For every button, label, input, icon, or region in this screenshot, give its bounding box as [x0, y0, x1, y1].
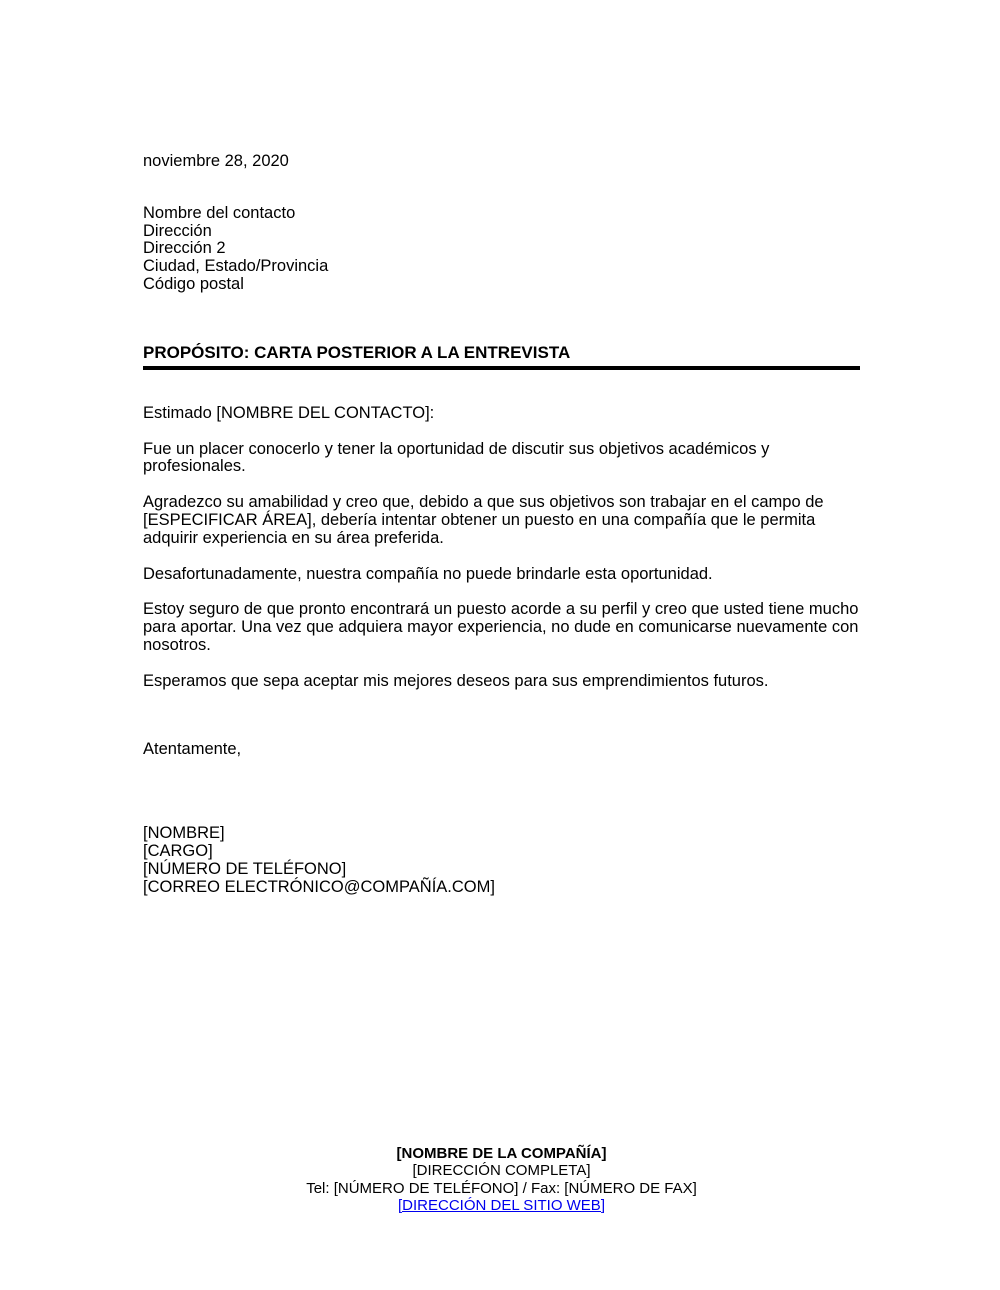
- signature-block: [143, 825, 860, 896]
- body-paragraph-4: Estoy seguro de que pronto encontrará un puesto acorde a su perfil y creo que usted tiene mucho para aportar. Una vez que adquiera mayor experiencia, no dude en comunicarse nuevamente con nosotros.: [143, 600, 859, 654]
- website-link[interactable]: [DIRECCIÓN DEL SITIO WEB]: [398, 1196, 605, 1214]
- footer-company-name: [NOMBRE DE LA COMPAÑÍA]: [396, 1145, 607, 1162]
- recipient-city-state: Ciudad, Estado/Provincia: [143, 257, 329, 276]
- recipient-postal-code: Código postal: [143, 274, 244, 293]
- salutation: Estimado [NOMBRE DEL CONTACTO]:: [143, 403, 435, 422]
- company-footer: [143, 1145, 860, 1214]
- recipient-address-line-1: Dirección: [143, 221, 212, 240]
- body-paragraph-1: Fue un placer conocerlo y tener la oportunidad de discutir sus objetivos académicos y profesionales.: [143, 439, 770, 476]
- signature-title: [CARGO]: [143, 842, 213, 861]
- letter-date: noviembre 28, 2020: [143, 152, 289, 170]
- signature-phone: [NÚMERO DE TELÉFONO]: [143, 859, 347, 878]
- footer-tel-fax: Tel: [NÚMERO DE TELÉFONO] / Fax: [NÚMERO DE FAX]: [306, 1179, 697, 1197]
- signature-email: [CORREO ELECTRÓNICO@COMPAÑÍA.COM]: [143, 877, 495, 896]
- body-paragraph-2: Agradezco su amabilidad y creo que, debido a que sus objetivos son trabajar en el campo de [ESPECIFICAR ÁREA], debería intentar obtener un puesto en una compañía que le permita adquirir experiencia en su área preferida.: [143, 493, 824, 547]
- body-paragraph-3: Desafortunadamente, nuestra compañía no puede brindarle esta oportunidad.: [143, 564, 713, 583]
- closing-valediction: Atentamente,: [143, 739, 242, 758]
- recipient-address-block: [143, 205, 860, 294]
- signature-name: [NOMBRE]: [143, 824, 225, 843]
- footer-company-address: [DIRECCIÓN COMPLETA]: [412, 1162, 591, 1180]
- subject-line: PROPÓSITO: CARTA POSTERIOR A LA ENTREVISTA: [143, 343, 860, 370]
- recipient-name: Nombre del contacto: [143, 203, 296, 222]
- recipient-address-line-2: Dirección 2: [143, 239, 226, 258]
- body-paragraph-5: Esperamos que sepa aceptar mis mejores deseos para sus emprendimientos futuros.: [143, 671, 769, 690]
